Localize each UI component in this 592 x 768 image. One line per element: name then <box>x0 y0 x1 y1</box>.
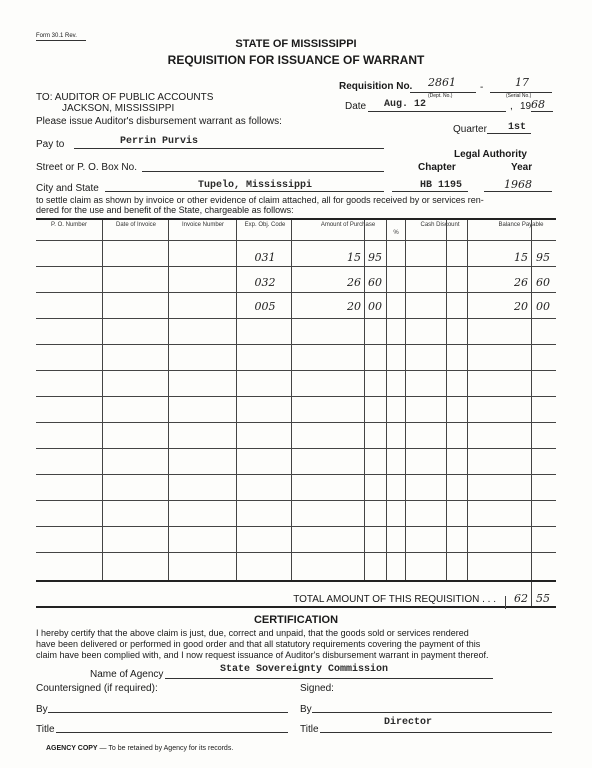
dept-no-value[interactable]: 2861 <box>428 76 456 89</box>
requisition-label: Requisition No. <box>339 81 413 92</box>
header-cash-discount: Cash Discount <box>420 222 460 228</box>
pay-to-value[interactable]: Perrin Purvis <box>120 136 199 147</box>
certification-line-1: I hereby certify that the above claim is just, due, correct and unpaid, that the goods sold or services rendered <box>36 628 469 638</box>
settle-text-line-2: dered for the use and benefit of the State, chargeable as follows: <box>36 205 294 215</box>
legal-authority-heading: Legal Authority <box>454 149 527 160</box>
city-line <box>105 191 384 192</box>
serial-no-caption: (Serial No.) <box>506 93 532 99</box>
row-divider <box>36 370 556 371</box>
footer-note <box>46 745 233 752</box>
pay-to-label: Pay to <box>36 139 65 150</box>
header-po-number: P. O. Number <box>51 222 87 228</box>
form-number: Form 30.1 Rev. <box>36 33 77 39</box>
row-3-balance-cents[interactable]: 00 <box>536 300 550 313</box>
total-cell-divider <box>505 596 506 609</box>
certification-line-2: have been delivered or performed in good order and that all statutory requirements covering the payment of this <box>36 639 481 649</box>
date-year-value[interactable]: 68 <box>531 98 545 111</box>
header-percent: % <box>393 230 399 236</box>
footer-text: — To be retained by Agency for its records. <box>97 745 234 752</box>
addressee-line-3: Please issue Auditor's disbursement warrant as follows: <box>36 116 282 127</box>
row-2-amount-cents[interactable]: 60 <box>368 276 382 289</box>
row-divider <box>36 344 556 345</box>
quarter-value[interactable]: 1st <box>508 122 527 133</box>
footer-agency-copy: AGENCY COPY <box>46 745 98 752</box>
requisition-dash: - <box>480 82 484 93</box>
serial-no-value[interactable]: 17 <box>515 76 529 89</box>
row-1-amount-dollars[interactable]: 15 <box>347 251 361 264</box>
year-line <box>484 191 552 192</box>
row-3-exp-code[interactable]: 005 <box>254 300 276 313</box>
total-label: TOTAL AMOUNT OF THIS REQUISITION . . . <box>293 594 496 605</box>
total-dollars[interactable]: 62 <box>514 592 528 605</box>
date-year-prefix: 19 <box>520 101 532 112</box>
city-value[interactable]: Tupelo, Mississippi <box>198 180 313 191</box>
row-divider <box>36 474 556 475</box>
row-divider <box>36 552 556 553</box>
agency-value[interactable]: State Sovereignty Commission <box>220 664 389 675</box>
row-3-balance-dollars[interactable]: 20 <box>514 300 528 313</box>
col-divider <box>531 220 532 606</box>
agency-label: Name of Agency <box>90 669 164 680</box>
date-value[interactable]: Aug. 12 <box>384 99 427 110</box>
dept-no-caption: (Dept. No.) <box>428 93 453 99</box>
row-1-exp-code[interactable]: 031 <box>254 251 276 264</box>
header-date-of-invoice: Date of Invoice <box>115 222 157 228</box>
row-1-balance-cents[interactable]: 95 <box>536 251 550 264</box>
street-label: Street or P. O. Box No. <box>36 162 137 173</box>
row-2-exp-code[interactable]: 032 <box>254 276 276 289</box>
street-line <box>142 171 384 172</box>
row-divider <box>36 526 556 527</box>
date-year-comma: , <box>510 101 513 112</box>
row-2-amount-dollars[interactable]: 26 <box>347 276 361 289</box>
certification-heading: CERTIFICATION <box>253 614 339 626</box>
year-value[interactable]: 1968 <box>504 178 532 191</box>
addressee-line-2: JACKSON, MISSISSIPPI <box>62 103 175 114</box>
settle-text-line-1: to settle claim as shown by invoice or other evidence of claim attached, all for goods received by or services ren- <box>36 195 484 205</box>
pay-to-line <box>74 148 384 149</box>
row-divider <box>36 266 556 267</box>
signed-title-label: Title <box>300 724 319 735</box>
city-label: City and State <box>36 183 99 194</box>
total-divider <box>36 580 556 582</box>
row-1-balance-dollars[interactable]: 15 <box>514 251 528 264</box>
header-exp-obj-code: Exp. Obj. Code <box>244 222 286 228</box>
signed-by-line <box>312 712 552 713</box>
row-divider <box>36 318 556 319</box>
row-divider <box>36 396 556 397</box>
chapter-line <box>392 191 468 192</box>
date-line <box>368 111 506 112</box>
row-2-balance-cents[interactable]: 60 <box>536 276 550 289</box>
row-divider <box>36 448 556 449</box>
countersign-title-line <box>56 732 288 733</box>
countersign-title-label: Title <box>36 724 55 735</box>
chapter-label: Chapter <box>418 162 456 173</box>
row-2-balance-dollars[interactable]: 26 <box>514 276 528 289</box>
addressee-line-1: TO: AUDITOR OF PUBLIC ACCOUNTS <box>36 92 214 103</box>
row-3-amount-dollars[interactable]: 20 <box>347 300 361 313</box>
header-balance-payable: Balance Payable <box>498 222 544 228</box>
total-cents[interactable]: 55 <box>536 592 550 605</box>
chapter-value[interactable]: HB 1195 <box>420 180 463 191</box>
claims-table <box>36 218 556 608</box>
signed-title-value[interactable]: Director <box>384 717 433 728</box>
signed-by-label: By <box>300 704 312 715</box>
row-divider <box>36 292 556 293</box>
signed-title-line <box>320 732 552 733</box>
page-title: REQUISITION FOR ISSUANCE OF WARRANT <box>167 53 425 67</box>
signed-label: Signed: <box>300 683 334 694</box>
date-label: Date <box>345 101 367 112</box>
row-1-amount-cents[interactable]: 95 <box>368 251 382 264</box>
countersigned-label: Countersigned (if required): <box>36 683 158 694</box>
header-divider <box>36 240 556 241</box>
header-amount-of-purchase: Amount of Purchase <box>320 222 376 228</box>
agency-line <box>165 678 493 679</box>
quarter-line <box>487 133 531 134</box>
quarter-label: Quarter <box>453 124 487 135</box>
state-heading: STATE OF MISSISSIPPI <box>235 38 357 50</box>
date-year-line <box>531 111 553 112</box>
certification-line-3: claim have been complied with, and I now request issuance of Auditor's disbursement warrant in payment thereof. <box>36 650 489 660</box>
countersign-by-label: By <box>36 704 48 715</box>
row-divider <box>36 500 556 501</box>
countersign-by-line <box>48 712 288 713</box>
header-invoice-number: Invoice Number <box>181 222 225 228</box>
row-divider <box>36 422 556 423</box>
year-label: Year <box>511 162 533 173</box>
row-3-amount-cents[interactable]: 00 <box>368 300 382 313</box>
